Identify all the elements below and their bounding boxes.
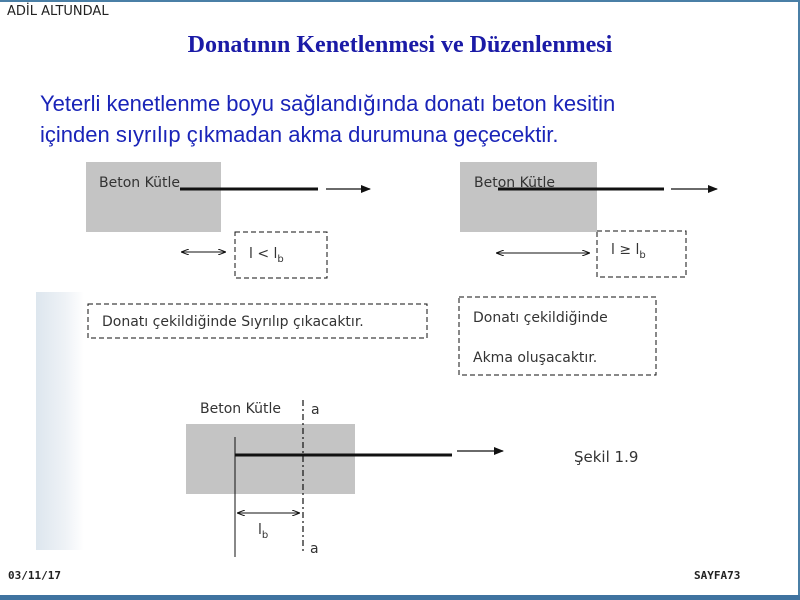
condition-l-left: l < [249,246,270,262]
result-text-left: Donatı çekildiğinde Sıyrılıp çıkacaktır. [102,314,364,330]
anchorage-length-label [258,522,268,541]
condition-lb-left: l [269,246,278,262]
section-label-top: a [311,402,320,418]
result-text-right-line1: Donatı çekildiğinde [473,310,608,326]
condition-lb-right: l [631,242,640,258]
slide-title: Donatının Kenetlenmesi ve Düzenlenmesi [187,32,613,58]
footer-page-number: SAYFA73 [694,569,741,582]
footer-date: 03/11/17 [8,569,61,582]
concrete-block-left [86,162,221,232]
anchorage-length-l: l [258,522,262,538]
case-anchorage-length [186,400,638,557]
condition-sub-left: b [277,254,284,265]
figure-caption: Şekil 1.9 [574,448,639,466]
concrete-block-right [460,162,597,232]
block-label-right: Beton Kütle [474,175,555,191]
case-sufficient-anchorage [459,162,717,375]
condition-text-right [611,242,646,261]
condition-sub-right: b [639,250,646,261]
block-label-left: Beton Kütle [99,175,180,191]
result-text-right-line2: Akma oluşacaktır. [473,350,598,366]
anchorage-length-sub: b [261,530,269,541]
concrete-block-bottom [186,424,355,494]
lead-line-1: Yeterli kenetlenme boyu sağlandığında donatı beton kesitin [40,91,616,116]
case-short-anchorage [86,162,427,338]
section-label-bottom: a [310,541,319,557]
block-label-bottom: Beton Kütle [200,401,281,417]
lead-line-2: içinden sıyrılıp çıkmadan akma durumuna geçecektir. [40,122,559,147]
condition-text-left [249,246,284,265]
author-name: ADİL ALTUNDAL [7,4,109,19]
condition-l-right: l ≥ [611,242,632,258]
